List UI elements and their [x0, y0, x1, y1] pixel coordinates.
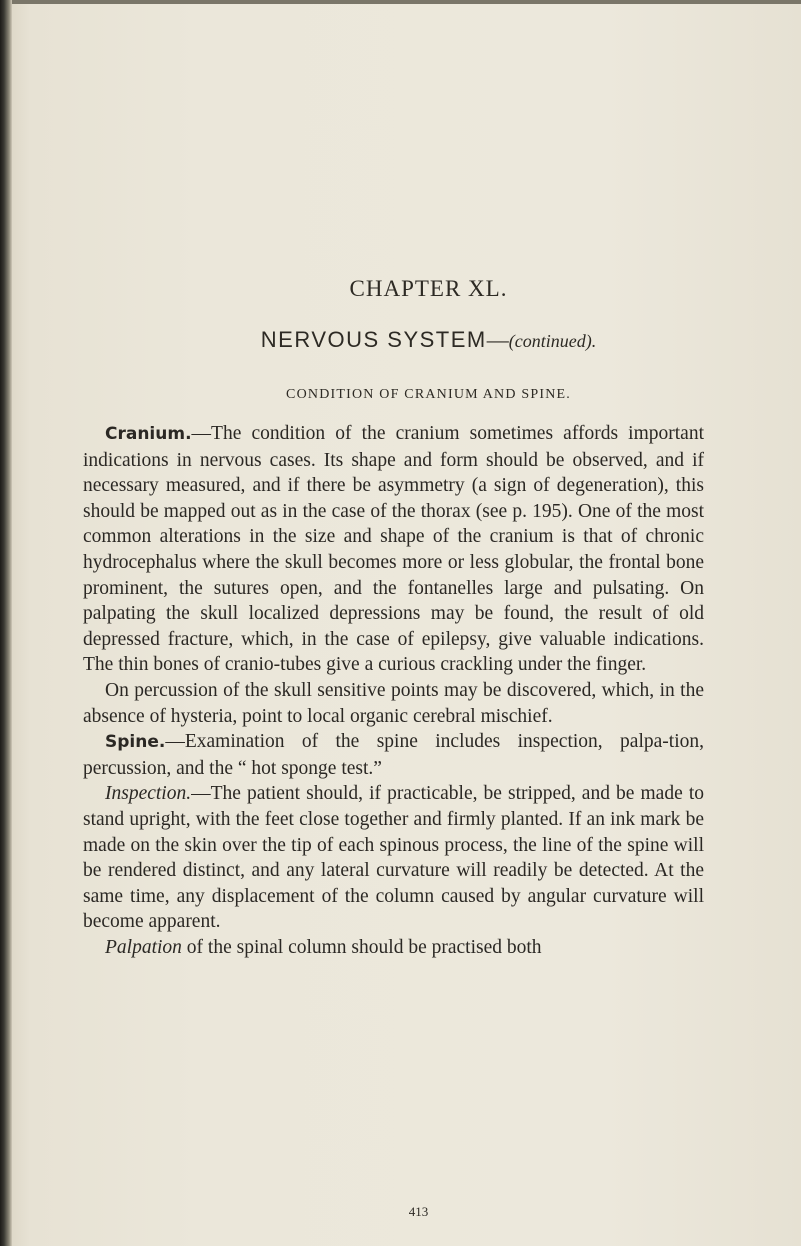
body-text	[83, 421, 704, 960]
section-heading: CONDITION OF CRANIUM AND SPINE.	[286, 387, 571, 402]
paragraph-text: —Examination of the spine includes inspection, palpa-tion, percussion, and the “ hot sponge test.”	[83, 731, 704, 779]
paragraph-cranium	[83, 421, 704, 678]
runin-palpation: Palpation	[105, 936, 182, 958]
paragraph-text: On percussion of the skull sensitive points may be discovered, which, in the absence of hysteria, point to local organic cerebral mischief.	[83, 679, 704, 727]
paragraph-spine	[83, 729, 704, 781]
runin-cranium: Cranium.	[105, 424, 192, 444]
subject-continued: (continued).	[508, 331, 597, 351]
page-number: 413	[408, 1204, 429, 1219]
book-binding-edge	[0, 0, 12, 1246]
runin-spine: Spine.	[105, 732, 166, 753]
subject-title	[0, 327, 801, 353]
paragraph-inspection	[83, 781, 704, 935]
top-page-edge	[0, 0, 801, 4]
paragraph-palpation	[83, 935, 704, 961]
paragraph-text: —The condition of the cranium sometimes affords important indications in nervous cases. Its shape and form should be observed, and if necessary measured, and if there be asymmetry (a sign of degeneration), this should be mapped out as in the case of the thorax (see p. 195). One of the most common alterations in the size and shape of the cranium is that of chronic hydrocephalus where the skull becomes more or less globular, the frontal bone prominent, the sutures open, and the fontanelles large and pulsating. On palpating the skull localized depressions may be found, the result of old depressed fracture, which, in the case of epilepsy, give valuable indications. The thin bones of cranio-tubes give a curious crackling under the finger.	[83, 423, 704, 676]
paragraph-percussion	[83, 678, 704, 729]
paragraph-text: of the spinal column should be practised both	[181, 936, 542, 958]
subject-main: NERVOUS SYSTEM	[260, 327, 487, 352]
chapter-title: CHAPTER XL.	[349, 276, 508, 301]
paragraph-text: —The patient should, if practicable, be stripped, and be made to stand upright, with the feet close together and firmly planted. If an ink mark be made on the skin over the tip of each spinous process, the line of the spine will be rendered distinct, and any lateral curvature will readily be detected. At the same time, any displacement of the column caused by angular curvature will become apparent.	[83, 783, 704, 933]
runin-inspection: Inspection.	[105, 783, 192, 805]
subject-dash: —	[486, 327, 509, 352]
